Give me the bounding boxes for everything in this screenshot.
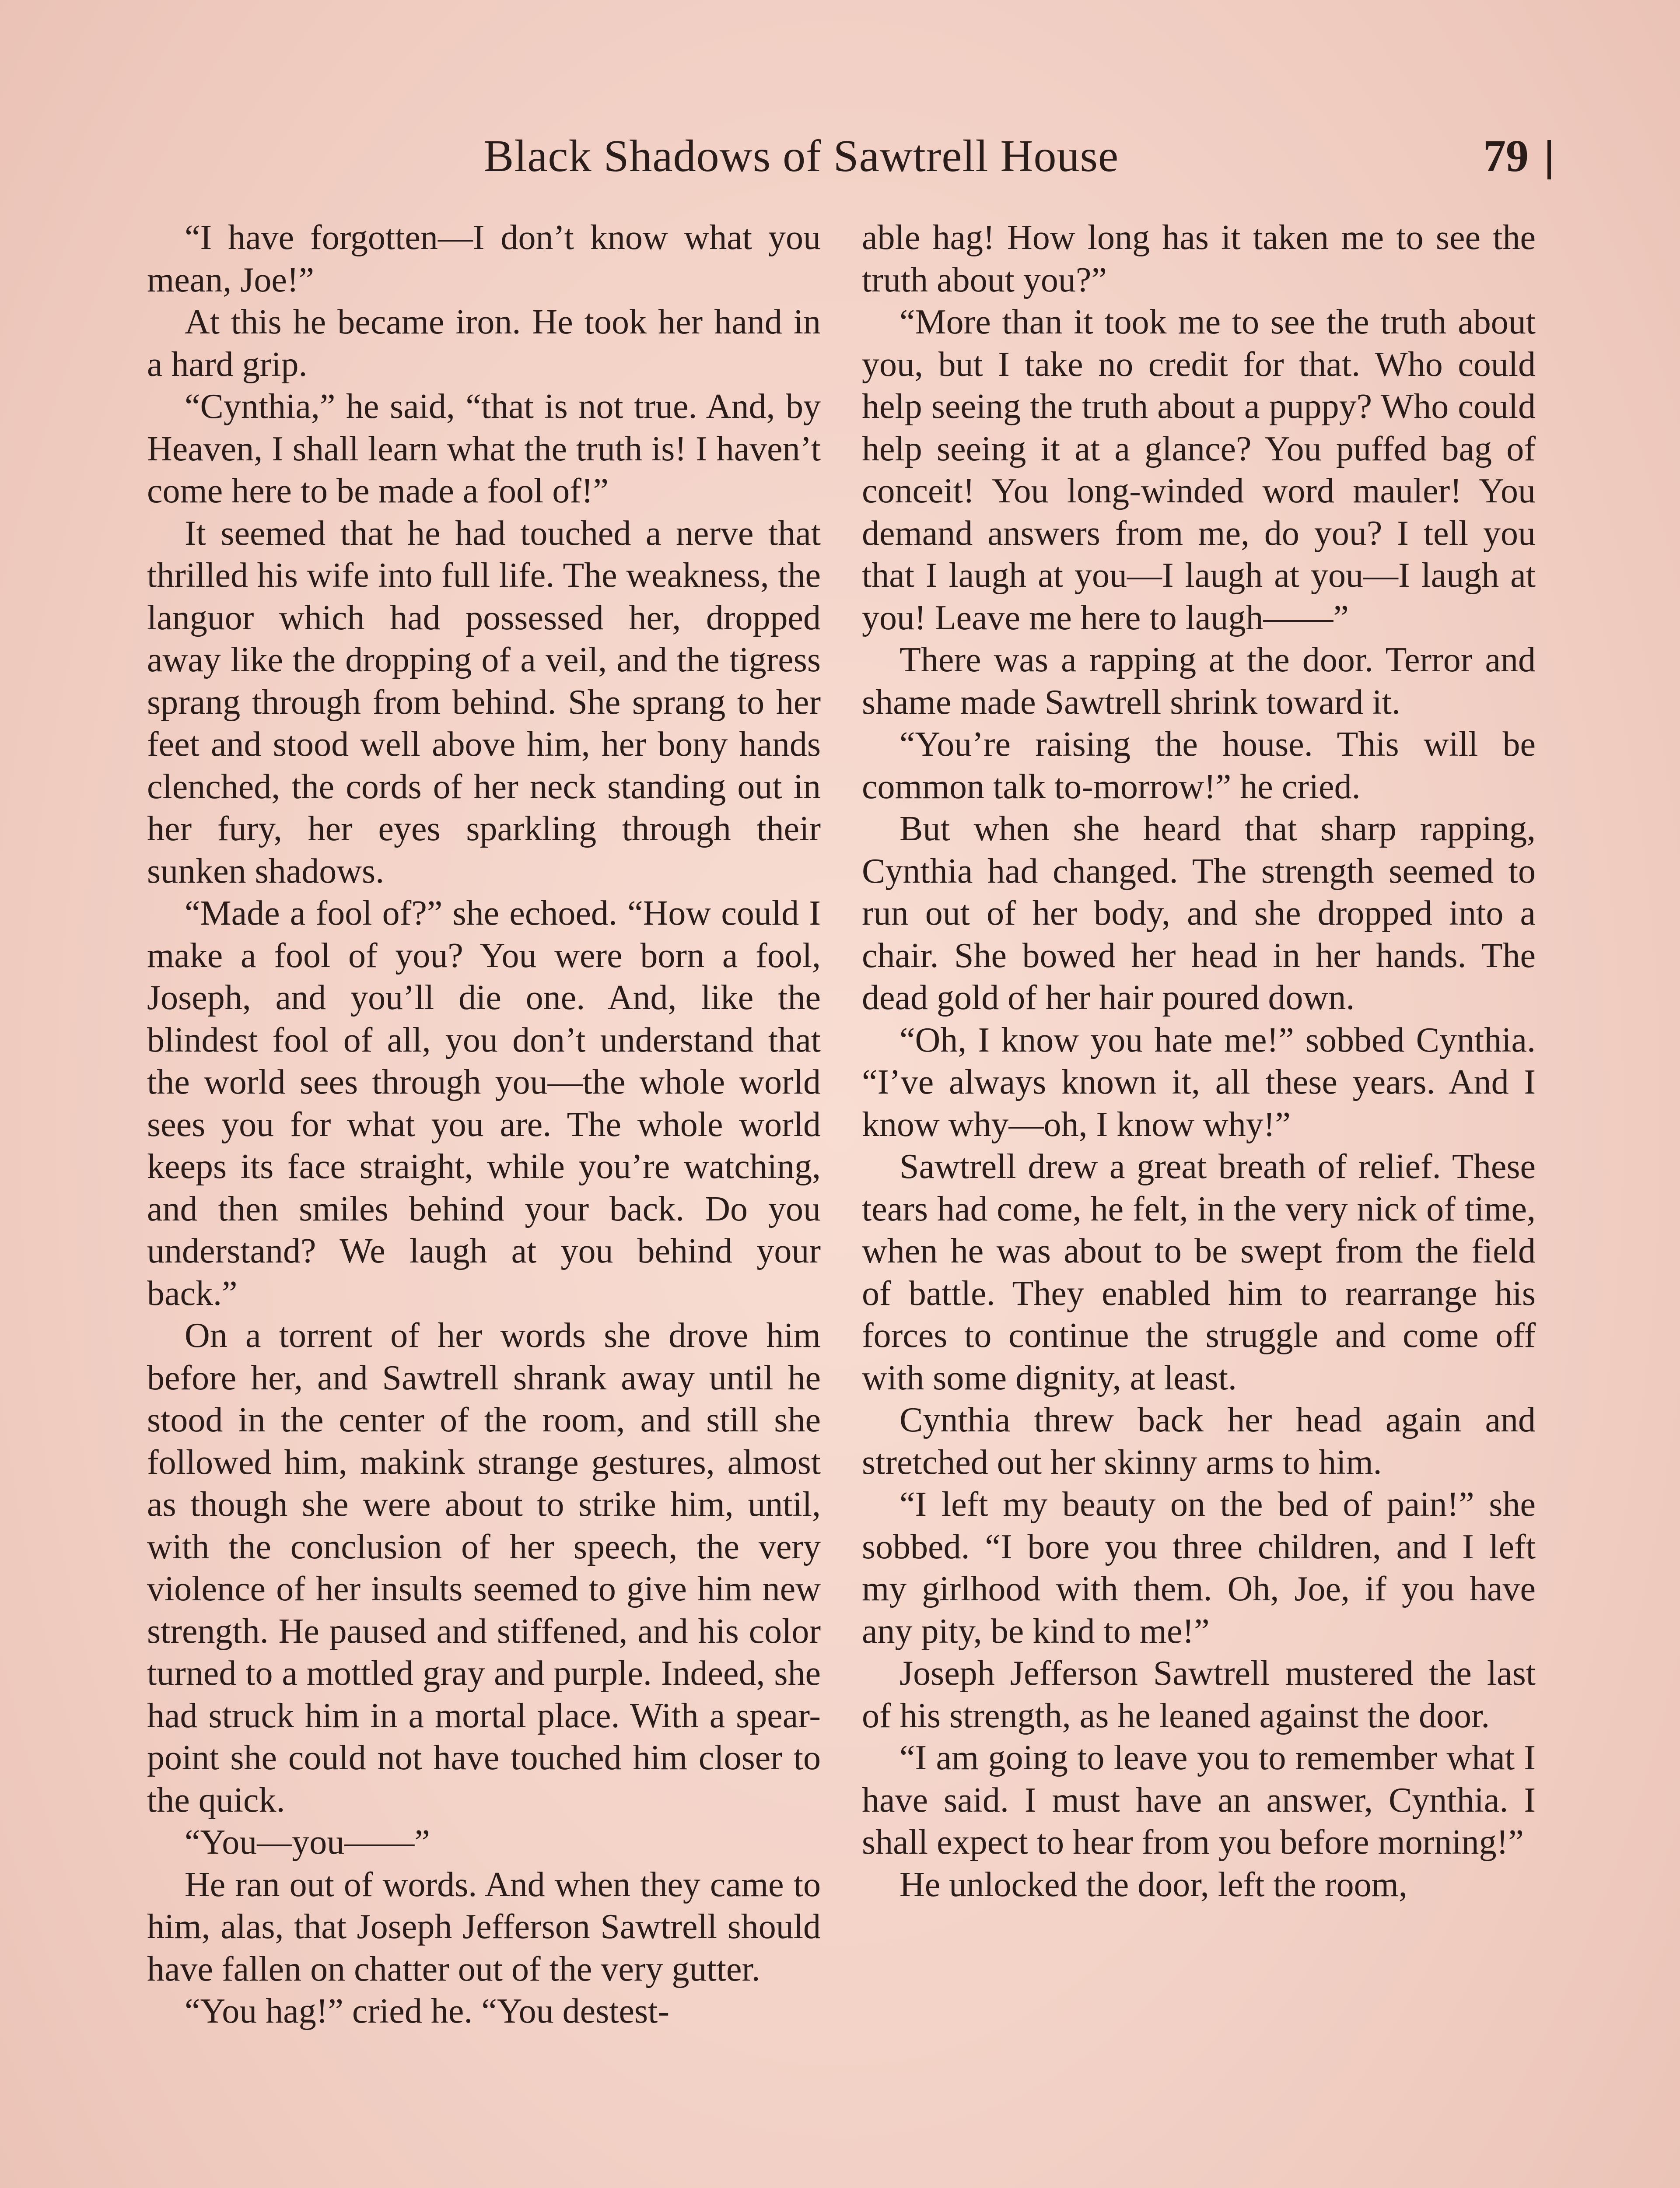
paragraph: He ran out of words. And when they came to him, alas, that Joseph Jefferson Sawtrell should have fallen on chatter out of the very gutter.: [147, 1865, 821, 1988]
paragraph: Cynthia threw back her head again and stretched out her skinny arms to him.: [862, 1401, 1536, 1482]
paragraph: At this he became iron. He took her hand in a hard grip.: [147, 303, 821, 384]
paragraph: But when she heard that sharp rapping, Cynthia had changed. The strength seemed to run out of her body, and she dropped into a chair. She bowed her head in her hands. The dead gold of her hair poured down.: [862, 810, 1536, 1017]
paragraph: “I have forgotten—I don’t know what you mean, Joe!”: [147, 218, 821, 299]
paragraph: Joseph Jefferson Sawtrell mustered the last of his strength, as he leaned against the door.: [862, 1654, 1536, 1735]
page-header: [0, 123, 1680, 189]
paragraph: It seemed that he had touched a nerve that thrilled his wife into full life. The weakness, the languor which had possessed her, dropped away like the dropping of a veil, and the tigress sprang through from behind. She sprang to her feet and stood well above him, her bony hands clenched, the cords of her neck standing out in her fury, her eyes sparkling through their sunken shadows.: [147, 514, 821, 891]
paragraph: “I left my beauty on the bed of pain!” she sobbed. “I bore you three children, and I left my girlhood with them. Oh, Joe, if you have any pity, be kind to me!”: [862, 1485, 1536, 1651]
paragraph: “Cynthia,” he said, “that is not true. And, by Heaven, I shall learn what the truth is! I haven’t come here to be made a fool of!”: [147, 387, 821, 510]
left-column: [147, 217, 821, 2033]
paragraph: “I am going to leave you to remember what I have said. I must have an answer, Cynthia. I shall expect to hear from you before morning!”: [862, 1739, 1536, 1862]
header-rule: [1547, 140, 1551, 179]
paragraph: On a torrent of her words she drove him before her, and Sawtrell shrank away until he stood in the center of the room, and still she followed him, makink strange gestures, almost as though she were about to strike him, until, with the conclusion of her speech, the very violence of her insults seemed to give him new strength. He paused and stiffened, and his color turned to a mottled gray and purple. Indeed, she had struck him in a mortal place. With a spear-point she could not have touched him closer to the quick.: [147, 1316, 821, 1820]
paragraph: “More than it took me to see the truth about you, but I take no credit for that. Who could help seeing the truth about a puppy? Who could help seeing it at a glance? You puffed bag of conceit! You long-winded word mauler! You demand answers from me, do you? I tell you that I laugh at you—I laugh at you—I laugh at you! Leave me here to laugh——”: [862, 303, 1536, 637]
paragraph: “Made a fool of?” she echoed. “How could I make a fool of you? You were born a fool, Joseph, and you’ll die one. And, like the blindest fool of all, you don’t understand that the world sees through you—the whole world sees you for what you are. The whole world keeps its face straight, while you’re watching, and then smiles behind your back. Do you understand? We laugh at you behind your back.”: [147, 894, 821, 1313]
paragraph: There was a rapping at the door. Terror and shame made Sawtrell shrink toward it.: [862, 641, 1536, 722]
continued-paragraph: able hag! How long has it taken me to see the truth about you?”: [862, 218, 1536, 299]
right-column: [862, 217, 1536, 1906]
paragraph: Sawtrell drew a great breath of relief. These tears had come, he felt, in the very nick of time, when he was about to be swept from the field of battle. They enabled him to rearrange his forces to continue the struggle and come off with some dignity, at least.: [862, 1147, 1536, 1397]
page-number: 79: [1483, 131, 1529, 181]
paragraph: He unlocked the door, left the room,: [900, 1865, 1407, 1904]
paragraph: “You’re raising the house. This will be common talk to-morrow!” he cried.: [862, 725, 1536, 806]
running-title: Black Shadows of Sawtrell House: [483, 131, 1119, 181]
paragraph: “You hag!” cried he. “You destest-: [185, 1992, 669, 2030]
paragraph: “Oh, I know you hate me!” sobbed Cynthia. “I’ve always known it, all these years. And I know why—oh, I know why!”: [862, 1020, 1536, 1144]
paragraph: “You—you——”: [185, 1823, 430, 1862]
